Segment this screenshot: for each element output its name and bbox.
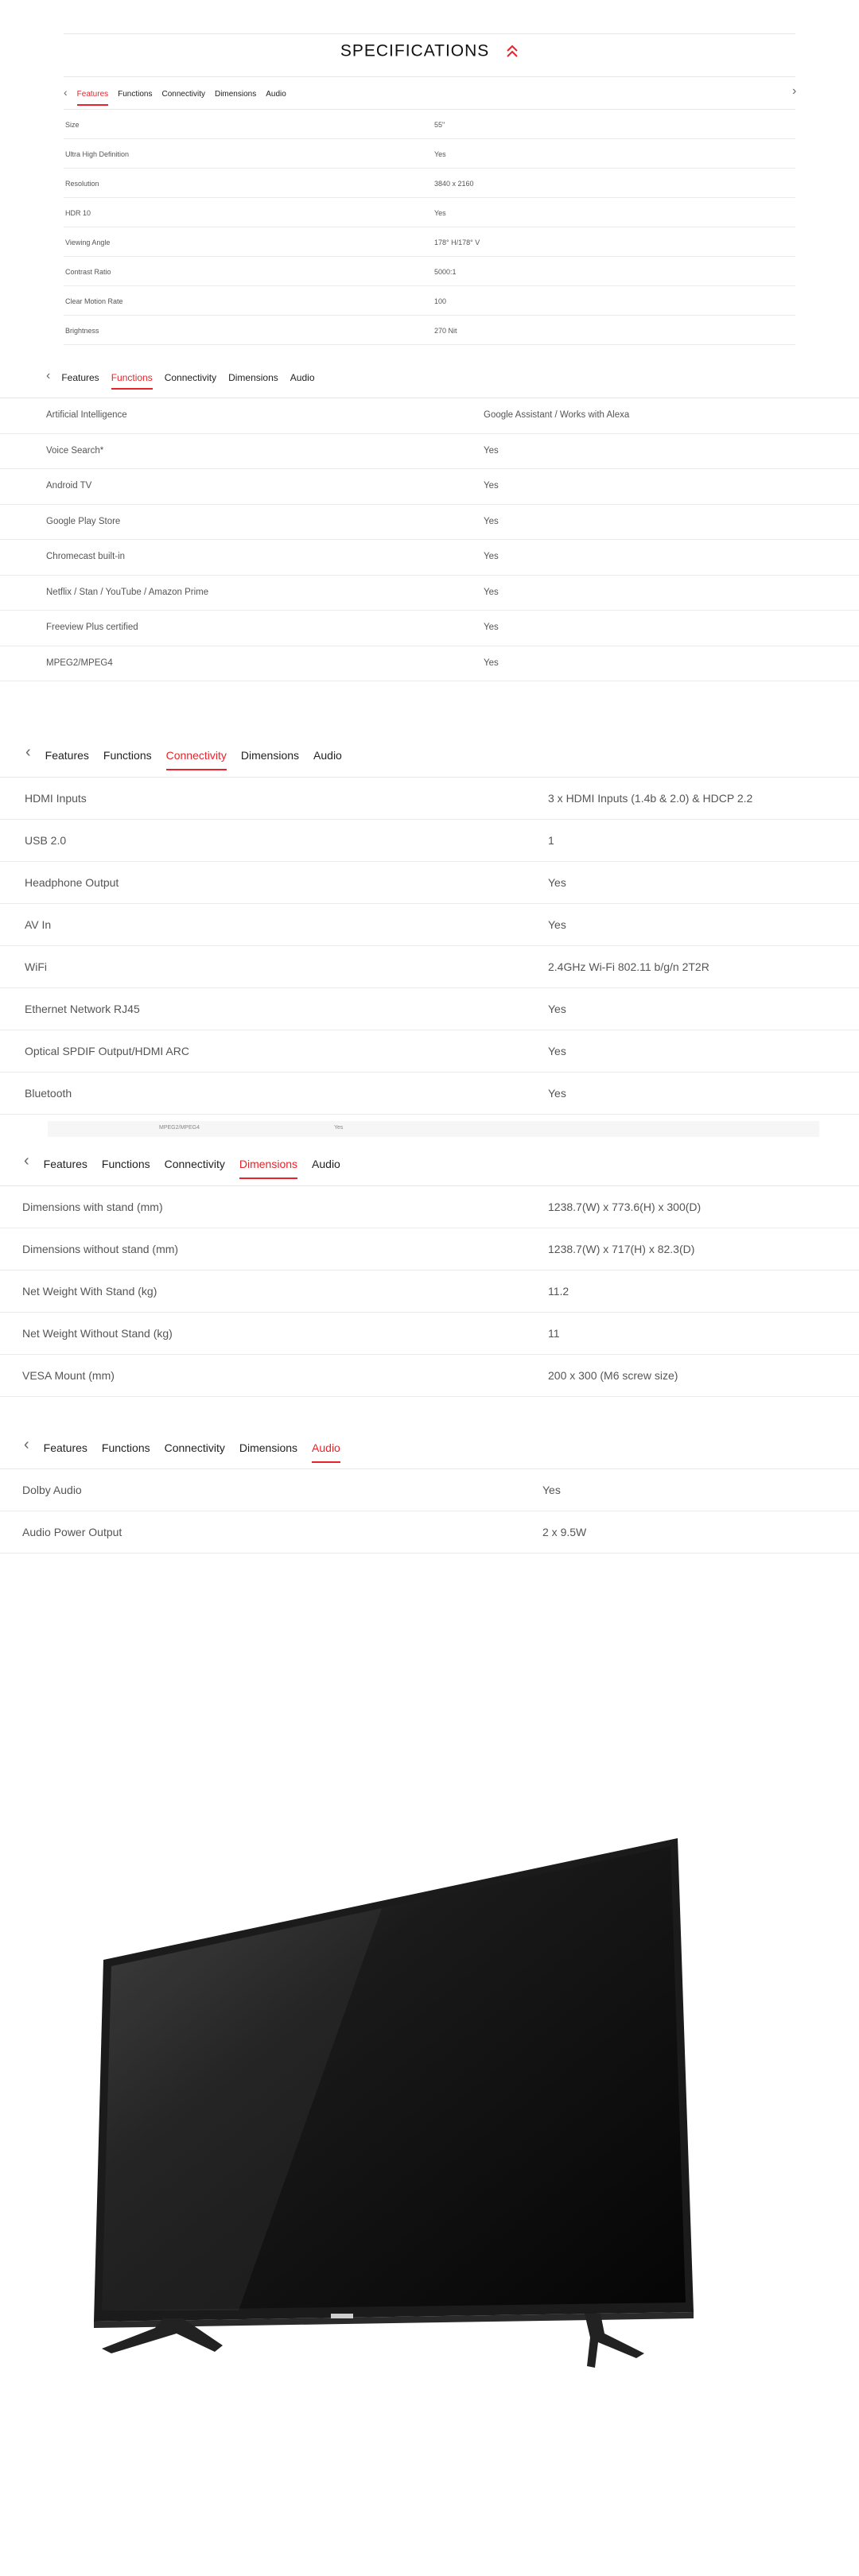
tab-audio[interactable]: Audio	[313, 749, 342, 762]
chevron-right-icon[interactable]: ›	[792, 84, 797, 98]
tab-features[interactable]: Features	[43, 1158, 87, 1170]
spec-value: 3 x HDMI Inputs (1.4b & 2.0) & HDCP 2.2	[548, 792, 753, 805]
spec-value: 55"	[434, 121, 445, 129]
spec-row	[64, 227, 795, 257]
specifications-header	[0, 41, 859, 60]
tab-functions[interactable]: Functions	[111, 372, 153, 383]
spec-row	[0, 1469, 859, 1511]
spec-label: VESA Mount (mm)	[22, 1369, 115, 1382]
spec-value: Yes	[484, 552, 499, 561]
tab-functions[interactable]: Functions	[103, 749, 152, 762]
spec-row	[0, 434, 859, 470]
spec-value: 270 Nit	[434, 327, 457, 335]
spec-value: Yes	[484, 516, 499, 526]
spec-value: 178° H/178° V	[434, 239, 480, 246]
spec-label: Freeview Plus certified	[46, 623, 138, 632]
spec-value: Yes	[484, 623, 499, 632]
spec-label: Net Weight Without Stand (kg)	[22, 1327, 173, 1340]
tab-connectivity[interactable]: Connectivity	[164, 1441, 225, 1454]
spec-label: Bluetooth	[25, 1087, 72, 1100]
spec-label: Viewing Angle	[65, 239, 111, 246]
spec-row	[64, 198, 795, 227]
spec-row	[0, 988, 859, 1030]
tab-dimensions[interactable]: Dimensions	[240, 749, 300, 762]
tab-functions[interactable]: Functions	[101, 1158, 150, 1170]
spec-row	[64, 286, 795, 316]
spec-row	[0, 820, 859, 862]
spec-value: 100	[434, 297, 447, 305]
tab-features[interactable]: Features	[76, 90, 109, 99]
spec-row	[0, 1228, 859, 1271]
spec-label: Brightness	[65, 327, 99, 335]
spec-row	[0, 778, 859, 820]
tab-functions[interactable]: Functions	[101, 1441, 150, 1454]
spec-value: 2 x 9.5W	[542, 1526, 587, 1538]
spec-row	[64, 257, 795, 286]
spec-row	[64, 139, 795, 169]
divider	[64, 33, 795, 34]
tab-connectivity[interactable]: Connectivity	[161, 90, 205, 99]
spec-label: Ethernet Network RJ45	[25, 1003, 140, 1015]
spec-row	[0, 611, 859, 646]
spec-row	[64, 316, 795, 345]
spec-value: Yes	[434, 150, 446, 158]
spec-value: Yes	[542, 1484, 561, 1496]
spec-value: 2.4GHz Wi-Fi 802.11 b/g/n 2T2R	[548, 960, 709, 973]
spec-value: 5000:1	[434, 268, 457, 276]
spec-row	[0, 1073, 859, 1115]
spec-label: Google Play Store	[46, 516, 121, 526]
tab-connectivity[interactable]: Connectivity	[164, 372, 217, 383]
tab-connectivity[interactable]: Connectivity	[165, 749, 227, 762]
spec-value: Yes	[548, 1045, 566, 1057]
spec-value: Yes	[548, 1087, 566, 1100]
ghost-row-key: MPEG2/MPEG4	[159, 1125, 200, 1131]
spec-row	[0, 576, 859, 611]
ghost-row	[48, 1121, 819, 1137]
tab-features[interactable]: Features	[45, 749, 89, 762]
chevron-left-icon[interactable]: ‹	[24, 1436, 29, 1453]
spec-tabs-dimensions	[24, 1152, 355, 1170]
ghost-row-value: Yes	[334, 1125, 344, 1131]
spec-value: Yes	[548, 876, 566, 889]
spec-row	[0, 469, 859, 505]
tab-functions[interactable]: Functions	[118, 90, 153, 99]
spec-label: Headphone Output	[25, 876, 119, 889]
tab-dimensions[interactable]: Dimensions	[214, 90, 257, 99]
spec-row	[0, 1186, 859, 1228]
spec-value: Yes	[548, 1003, 566, 1015]
spec-label: Dimensions without stand (mm)	[22, 1243, 179, 1255]
chevron-left-icon[interactable]: ‹	[46, 369, 51, 382]
tab-features[interactable]: Features	[61, 372, 99, 383]
spec-value: Yes	[484, 481, 499, 491]
tab-dimensions[interactable]: Dimensions	[239, 1441, 298, 1454]
spec-value: 3840 x 2160	[434, 180, 474, 188]
row-divider	[64, 344, 795, 345]
row-divider	[0, 1553, 859, 1554]
spec-label: Dimensions with stand (mm)	[22, 1201, 163, 1213]
tab-dimensions[interactable]: Dimensions	[239, 1158, 298, 1170]
spec-value: Yes	[484, 658, 499, 668]
spec-row	[0, 505, 859, 541]
spec-value: Google Assistant / Works with Alexa	[484, 410, 630, 420]
chevron-left-icon[interactable]: ‹	[64, 86, 68, 99]
spec-value: Yes	[484, 587, 499, 597]
chevron-left-icon[interactable]: ‹	[25, 743, 31, 761]
spec-row	[0, 398, 859, 434]
tab-features[interactable]: Features	[43, 1441, 87, 1454]
spec-label: Artificial Intelligence	[46, 410, 127, 420]
tab-audio[interactable]: Audio	[266, 90, 286, 99]
spec-value: 11.2	[548, 1285, 569, 1298]
spec-value: Yes	[484, 445, 499, 456]
spec-label: Ultra High Definition	[65, 150, 130, 158]
tab-audio[interactable]: Audio	[312, 1441, 340, 1454]
spec-tabs-functions	[46, 369, 327, 383]
spec-label: Dolby Audio	[22, 1484, 82, 1496]
spec-value: Yes	[548, 918, 566, 931]
chevron-left-icon[interactable]: ‹	[24, 1152, 29, 1170]
spec-row	[0, 540, 859, 576]
spec-value: 1	[548, 834, 554, 847]
collapse-chevron-icon[interactable]	[506, 44, 519, 58]
page-title: SPECIFICATIONS	[340, 41, 490, 60]
spec-label: Audio Power Output	[22, 1526, 122, 1538]
spec-label: Clear Motion Rate	[65, 297, 123, 305]
spec-label: MPEG2/MPEG4	[46, 658, 113, 668]
spec-label: Netflix / Stan / YouTube / Amazon Prime	[46, 587, 209, 597]
spec-tabs-features	[64, 86, 296, 99]
spec-value: 11	[548, 1327, 560, 1340]
spec-row	[64, 110, 795, 139]
spec-row	[0, 1271, 859, 1313]
tab-connectivity[interactable]: Connectivity	[164, 1158, 225, 1170]
spec-label: Size	[65, 121, 80, 129]
spec-label: Net Weight With Stand (kg)	[22, 1285, 157, 1298]
spec-value: Yes	[434, 209, 446, 217]
spec-label: Chromecast built-in	[46, 552, 126, 561]
spec-row	[0, 904, 859, 946]
spec-row	[0, 862, 859, 904]
spec-row	[0, 1030, 859, 1073]
spec-label: USB 2.0	[25, 834, 67, 847]
spec-label: Optical SPDIF Output/HDMI ARC	[25, 1045, 189, 1057]
spec-label: AV In	[25, 918, 52, 931]
tab-audio[interactable]: Audio	[312, 1158, 340, 1170]
row-divider	[0, 1396, 859, 1397]
spec-row	[0, 946, 859, 988]
tab-dimensions[interactable]: Dimensions	[228, 372, 278, 383]
spec-label: Resolution	[65, 180, 99, 188]
spec-row	[0, 1313, 859, 1355]
spec-tabs-connectivity	[25, 743, 356, 762]
spec-value: 200 x 300 (M6 screw size)	[548, 1369, 678, 1382]
spec-label: HDMI Inputs	[25, 792, 87, 805]
spec-row	[64, 169, 795, 198]
spec-label: Voice Search*	[46, 445, 104, 456]
spec-value: 1238.7(W) x 717(H) x 82.3(D)	[548, 1243, 695, 1255]
tv-product-image	[0, 1797, 859, 2385]
spec-label: HDR 10	[65, 209, 91, 217]
spec-label: Contrast Ratio	[65, 268, 111, 276]
spec-value: 1238.7(W) x 773.6(H) x 300(D)	[548, 1201, 702, 1213]
row-divider	[0, 1114, 859, 1115]
spec-tabs-audio	[24, 1436, 355, 1454]
divider	[64, 76, 795, 77]
tab-audio[interactable]: Audio	[290, 372, 315, 383]
spec-label: Android TV	[46, 481, 92, 491]
spec-label: WiFi	[25, 960, 47, 973]
spec-row	[0, 646, 859, 682]
spec-row	[0, 1511, 859, 1554]
spec-row	[0, 1355, 859, 1397]
